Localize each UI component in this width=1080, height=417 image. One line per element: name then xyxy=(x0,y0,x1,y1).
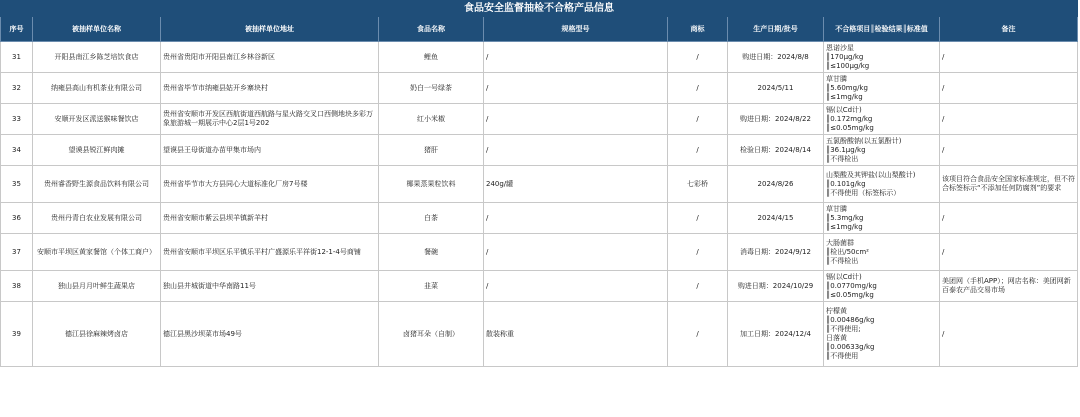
cell-unit-name: 安顺市平坝区黄家餐馆（个体工商户） xyxy=(33,234,161,271)
cell-brand: / xyxy=(668,302,728,367)
cell-date: 购进日期：2024/8/22 xyxy=(728,104,824,135)
header-spec: 规格型号 xyxy=(484,17,668,42)
result-value: ║5.60mg/kg xyxy=(826,83,868,92)
header-unit-address: 被抽样单位地址 xyxy=(161,17,379,42)
header-result: 不合格项目║检验结果║标准值 xyxy=(824,17,940,42)
header-seq: 序号 xyxy=(1,17,33,42)
cell-brand: / xyxy=(668,73,728,104)
cell-food-name: 韭菜 xyxy=(379,271,484,302)
cell-food-name: 卤猪耳朵（自制） xyxy=(379,302,484,367)
table-title: 食品安全监督抽检不合格产品信息 xyxy=(1,1,1078,17)
cell-note: / xyxy=(940,302,1078,367)
cell-seq: 34 xyxy=(1,135,33,166)
result-item: 日落黄 xyxy=(826,334,847,342)
cell-result xyxy=(824,234,940,271)
cell-note: 美团网（手机APP）；网店名称：美团网新百泰农产品交易市场 xyxy=(940,271,1078,302)
result-item: 恩诺沙星 xyxy=(826,43,854,52)
cell-result xyxy=(824,166,940,203)
cell-unit-address: 望谟县王母街道办苗甲集市场内 xyxy=(161,135,379,166)
table-row xyxy=(1,42,1078,73)
result-value: ║0.172mg/kg xyxy=(826,114,873,123)
cell-spec: / xyxy=(484,73,668,104)
result-value: ║检出/50cm² xyxy=(826,247,869,256)
result-standard: ║不得使用 xyxy=(826,352,859,360)
cell-unit-name: 贵州睿香野生源食品饮料有限公司 xyxy=(33,166,161,203)
table-row xyxy=(1,302,1078,367)
cell-result xyxy=(824,73,940,104)
cell-date: 消毒日期：2024/9/12 xyxy=(728,234,824,271)
cell-spec: 240g/罐 xyxy=(484,166,668,203)
cell-result xyxy=(824,203,940,234)
cell-unit-name: 开阳县南江乡陈芝培饮食店 xyxy=(33,42,161,73)
header-food-name: 食品名称 xyxy=(379,17,484,42)
cell-spec: / xyxy=(484,234,668,271)
cell-unit-address: 贵州省安顺市开发区西航街道西航路与星火路交叉口西侧地块多彩万象旅游城一期展示中心2层1号202 xyxy=(161,104,379,135)
cell-date: 2024/5/11 xyxy=(728,73,824,104)
cell-unit-address: 贵州省毕节市大方县同心大道标准化厂房7号楼 xyxy=(161,166,379,203)
cell-food-name: 红小米椒 xyxy=(379,104,484,135)
result-standard: ║≤0.05mg/kg xyxy=(826,123,874,132)
cell-spec: / xyxy=(484,135,668,166)
cell-food-name: 餐碗 xyxy=(379,234,484,271)
cell-brand: / xyxy=(668,203,728,234)
cell-date: 购进日期：2024/10/29 xyxy=(728,271,824,302)
result-item: 大肠菌群 xyxy=(826,238,854,247)
result-item: 草甘膦 xyxy=(826,204,847,213)
cell-brand: 七彩桥 xyxy=(668,166,728,203)
header-row xyxy=(1,17,1078,42)
result-standard: ║不得检出 xyxy=(826,256,859,265)
cell-result xyxy=(824,135,940,166)
cell-unit-name: 安顺开发区派送猴味餐饮店 xyxy=(33,104,161,135)
result-value: ║0.00486g/kg xyxy=(826,316,875,324)
cell-date: 2024/8/26 xyxy=(728,166,824,203)
cell-seq: 39 xyxy=(1,302,33,367)
result-value: ║0.0770mg/kg xyxy=(826,281,877,290)
table-row xyxy=(1,203,1078,234)
cell-note: / xyxy=(940,234,1078,271)
result-standard: ║不得使用; xyxy=(826,325,861,333)
result-standard: ║≤1mg/kg xyxy=(826,222,863,231)
header-unit-name: 被抽样单位名称 xyxy=(33,17,161,42)
cell-date: 检验日期：2024/8/14 xyxy=(728,135,824,166)
result-standard: ║≤100μg/kg xyxy=(826,61,870,70)
cell-note: / xyxy=(940,203,1078,234)
cell-seq: 36 xyxy=(1,203,33,234)
result-value: ║0.101g/kg xyxy=(826,179,866,188)
result-item: 草甘膦 xyxy=(826,74,847,83)
table-row xyxy=(1,166,1078,203)
cell-food-name: 白茶 xyxy=(379,203,484,234)
result-value: ║0.00633g/kg xyxy=(826,343,875,351)
cell-seq: 32 xyxy=(1,73,33,104)
cell-date: 加工日期：2024/12/4 xyxy=(728,302,824,367)
header-brand: 商标 xyxy=(668,17,728,42)
cell-unit-address: 贵州省安顺市紫云县坝羊镇新羊村 xyxy=(161,203,379,234)
cell-note: 该项目符合食品安全国家标准规定，但不符合标签标示“不添加任何防腐剂”的要求 xyxy=(940,166,1078,203)
cell-spec: / xyxy=(484,203,668,234)
table-row xyxy=(1,271,1078,302)
result-item: 柠檬黄 xyxy=(826,307,847,315)
cell-spec: 散装称重 xyxy=(484,302,668,367)
result-standard: ║不得使用（标签标示） xyxy=(826,188,901,197)
cell-spec: / xyxy=(484,42,668,73)
cell-food-name: 鲤鱼 xyxy=(379,42,484,73)
cell-seq: 35 xyxy=(1,166,33,203)
cell-unit-name: 望谟县锐江鲜肉摊 xyxy=(33,135,161,166)
table-row xyxy=(1,234,1078,271)
result-item: 五氯酚酸钠(以五氯酚计) xyxy=(826,136,902,145)
cell-seq: 38 xyxy=(1,271,33,302)
cell-result xyxy=(824,271,940,302)
cell-unit-address: 独山县井城街道中华南路11号 xyxy=(161,271,379,302)
cell-note: / xyxy=(940,135,1078,166)
cell-date: 2024/4/15 xyxy=(728,203,824,234)
cell-unit-address: 贵州省毕节市纳雍县姑开乡寨块村 xyxy=(161,73,379,104)
cell-unit-name: 独山县月月叶鲜生蔬果店 xyxy=(33,271,161,302)
header-date: 生产日期/批号 xyxy=(728,17,824,42)
cell-food-name: 奶白一号绿茶 xyxy=(379,73,484,104)
cell-brand: / xyxy=(668,42,728,73)
result-item: 镉(以Cd计) xyxy=(826,272,862,281)
result-value: ║5.3mg/kg xyxy=(826,213,864,222)
cell-note: / xyxy=(940,73,1078,104)
cell-unit-address: 贵州省安顺市平坝区乐平镇乐平村广盛源乐平祥街12-1-4号商铺 xyxy=(161,234,379,271)
cell-seq: 37 xyxy=(1,234,33,271)
cell-brand: / xyxy=(668,104,728,135)
cell-brand: / xyxy=(668,271,728,302)
table-row xyxy=(1,73,1078,104)
cell-spec: / xyxy=(484,271,668,302)
cell-note: / xyxy=(940,42,1078,73)
header-note: 备注 xyxy=(940,17,1078,42)
cell-result xyxy=(824,42,940,73)
cell-result xyxy=(824,104,940,135)
cell-food-name: 椰果蒸果粒饮料 xyxy=(379,166,484,203)
cell-food-name: 猪肝 xyxy=(379,135,484,166)
cell-unit-name: 纳雍县高山有机茶业有限公司 xyxy=(33,73,161,104)
cell-brand: / xyxy=(668,135,728,166)
cell-spec: / xyxy=(484,104,668,135)
cell-seq: 33 xyxy=(1,104,33,135)
result-standard: ║≤0.05mg/kg xyxy=(826,290,874,299)
result-item: 山梨酸及其钾盐(以山梨酸计) xyxy=(826,170,916,179)
result-value: ║36.1μg/kg xyxy=(826,145,866,154)
table-row xyxy=(1,135,1078,166)
cell-result xyxy=(824,302,940,367)
result-standard: ║≤1mg/kg xyxy=(826,92,863,101)
cell-unit-name: 德江县徐麻辣烤卤店 xyxy=(33,302,161,367)
result-item: 镉(以Cd计) xyxy=(826,105,862,114)
cell-unit-address: 贵州省贵阳市开阳县南江乡林谷新区 xyxy=(161,42,379,73)
cell-brand: / xyxy=(668,234,728,271)
cell-seq: 31 xyxy=(1,42,33,73)
result-standard: ║不得检出 xyxy=(826,154,859,163)
cell-date: 购进日期：2024/8/8 xyxy=(728,42,824,73)
cell-unit-name: 贵州丹青白农业发展有限公司 xyxy=(33,203,161,234)
cell-unit-address: 德江县黑沙坝菜市场49号 xyxy=(161,302,379,367)
table-row xyxy=(1,104,1078,135)
cell-note: / xyxy=(940,104,1078,135)
result-value: ║170μg/kg xyxy=(826,52,864,61)
